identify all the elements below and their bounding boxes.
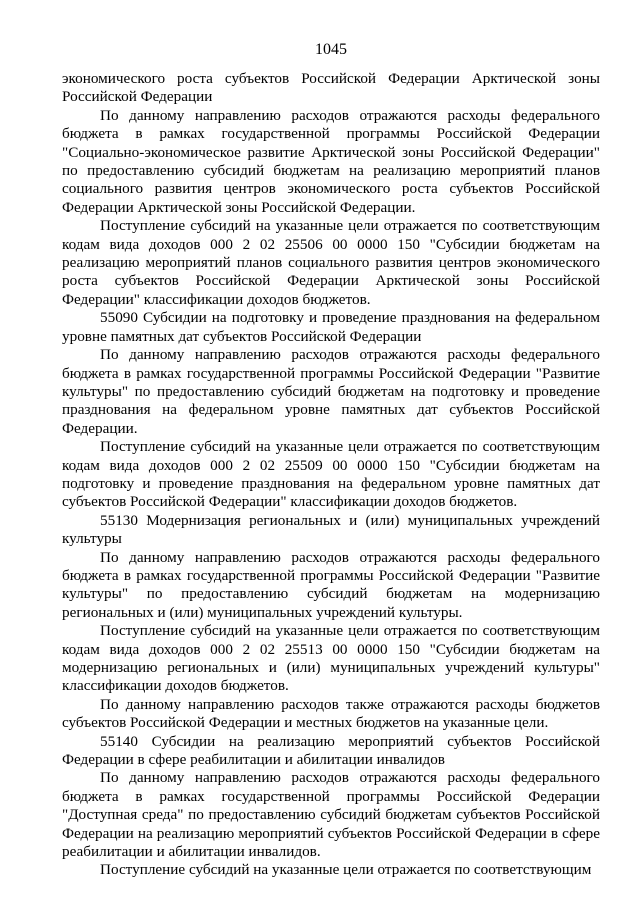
paragraph-cut-off: Поступление субсидий на указанные цели отражается по соответствующим <box>100 861 592 879</box>
paragraph: Поступление субсидий на указанные цели отражается по соответствующим кодам вида доходов 000 2 02 25506 00 0000 150 "Субсидии бюджетам на реализацию мероприятий планов социального развития центров экономического роста субъектов Российской Федерации Арктической зоны Российской Федерации" классификации доходов бюджетов. <box>62 217 600 308</box>
paragraph: По данному направлению расходов отражаются расходы федерального бюджета в рамках государственной программы Российской Федерации "Социально-экономическое развитие Арктической зоны Российской Федерации" по предоставлению субсидий бюджетам на реализацию мероприятий планов социального развития центров экономического роста субъектов Российской Федерации Арктической зоны Российской Федерации. <box>62 106 600 216</box>
paragraph: Поступление субсидий на указанные цели отражается по соответствующим кодам вида доходов 000 2 02 25513 00 0000 150 "Субсидии бюджетам на модернизацию региональных и (или) муниципальных учреждений культуры" классификации доходов бюджетов. <box>62 622 600 695</box>
paragraph: По данному направлению расходов также отражаются расходы бюджетов субъектов Российской Федерации и местных бюджетов на указанные цели. <box>62 695 600 732</box>
page-number: 1045 <box>315 41 347 58</box>
paragraph: Поступление субсидий на указанные цели отражается по соответствующим кодам вида доходов 000 2 02 25509 00 0000 150 "Субсидии бюджетам на подготовку и проведение празднования на федеральном уровне памятных дат субъектов Российской Федерации" классификации доходов бюджетов. <box>62 438 600 511</box>
paragraph: По данному направлению расходов отражаются расходы федерального бюджета в рамках государственной программы Российской Федерации "Развитие культуры" по предоставлению субсидий бюджетам на подготовку и проведение празднования на федеральном уровне памятных дат субъектов Российской Федерации. <box>62 346 600 437</box>
document-body <box>62 70 600 880</box>
section-heading-55140: 55140 Субсидии на реализацию мероприятий субъектов Российской Федерации в сфере реабилитации и абилитации инвалидов <box>62 732 600 769</box>
paragraph: По данному направлению расходов отражаются расходы федерального бюджета в рамках государственной программы Российской Федерации "Доступная среда" по предоставлению субсидий бюджетам субъектов Российской Федерации на реализацию мероприятий субъектов Российской Федерации в сфере реабилитации и абилитации инвалидов. <box>62 769 600 861</box>
section-heading-55090: 55090 Субсидии на подготовку и проведение празднования на федеральном уровне памятных дат субъектов Российской Федерации <box>62 309 600 345</box>
paragraph-continuation: экономического роста субъектов Российской Федерации Арктической зоны Российской Федерации <box>62 70 600 106</box>
section-heading-55130: 55130 Модернизация региональных и (или) муниципальных учреждений культуры <box>62 511 600 548</box>
paragraph: По данному направлению расходов отражаются расходы федерального бюджета в рамках государственной программы Российской Федерации "Развитие культуры" по предоставлению субсидий бюджетам на модернизацию региональных и (или) муниципальных учреждений культуры. <box>62 548 600 621</box>
